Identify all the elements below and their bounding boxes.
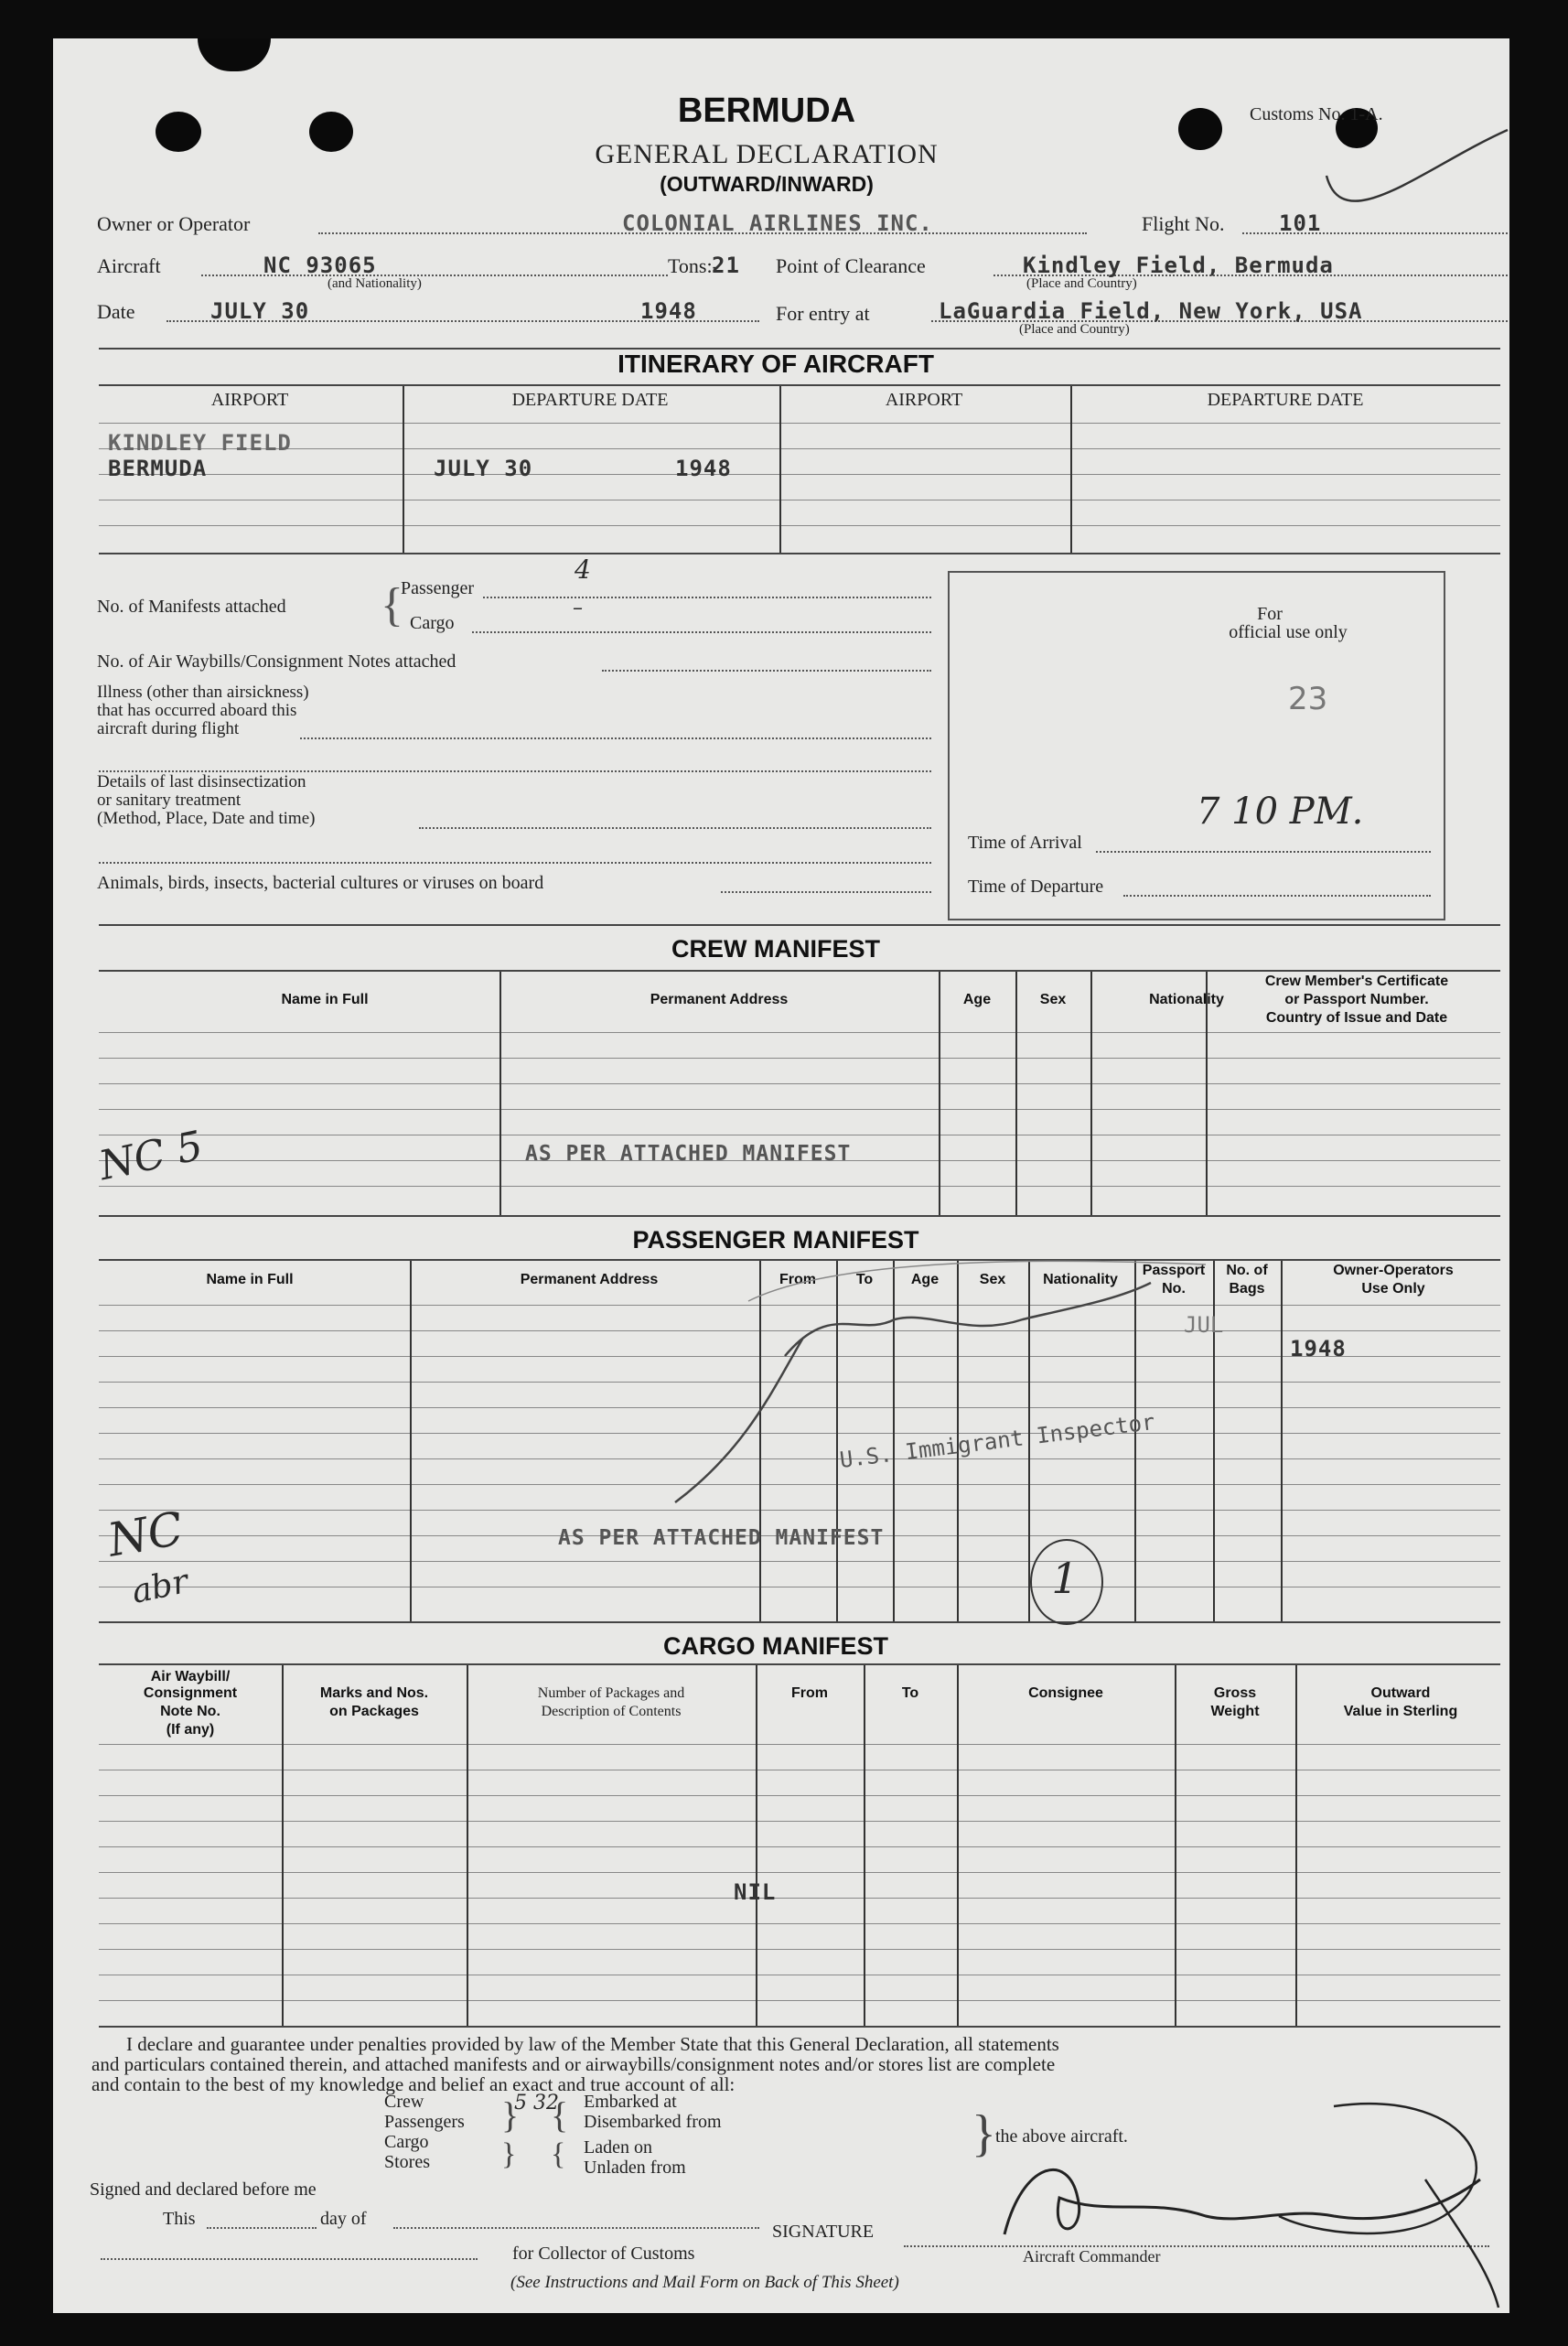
itinerary-airport-line1: KINDLEY FIELD [108,430,292,456]
decl-hand-count: 5 32 [514,2092,559,2115]
brace: { [381,579,403,631]
clearance-note: (Place and Country) [1026,276,1137,291]
signature-flourish [1279,2104,1498,2308]
animals-label: Animals, birds, insects, bacterial cultures or viruses on board [97,873,544,893]
itinerary-header-departure-1: DEPARTURE DATE [511,390,669,410]
owner-label: Owner or Operator [97,212,251,235]
passenger-note: AS PER ATTACHED MANIFEST [558,1526,885,1550]
official-label-1: For [1257,604,1283,624]
passenger-header-from: From [779,1272,816,1287]
disinsect-label-2: or sanitary treatment [97,791,242,810]
passenger-count-value: 4 [575,554,591,585]
official-stamp-number: 23 [1288,681,1328,717]
circled-count-value: 1 [1051,1554,1079,1603]
cargo-header-marks-1: Marks and Nos. [319,1685,429,1701]
day-of-label: day of [320,2209,367,2229]
cargo-header-value-1: Outward [1370,1685,1431,1701]
manifests-label: No. of Manifests attached [97,597,286,617]
immigration-stamp-month: JUL [1184,1312,1224,1338]
date-label: Date [97,300,135,323]
waybills-label: No. of Air Waybills/Consignment Notes attached [97,651,456,672]
illness-label-3: aircraft during flight [97,719,240,738]
form-subtitle: (OUTWARD/INWARD) [660,172,874,196]
itinerary-header-airport-1: AIRPORT [210,390,289,410]
immigration-stamp-year: 1948 [1290,1336,1347,1361]
flight-label: Flight No. [1142,212,1225,235]
tons-label: Tons:- [668,254,719,277]
cargo-count-label: Cargo [410,613,455,633]
signature-label: SIGNATURE [772,2222,875,2242]
crew-header-name: Name in Full [281,992,369,1007]
passenger-hand-note-1: NC [103,1501,188,1567]
passenger-header-bags-2: Bags [1229,1281,1265,1297]
illness-label-2: that has occurred aboard this [97,701,297,720]
crew-title: CREW MANIFEST [671,935,880,963]
cargo-header-weight-1: Gross [1213,1685,1257,1701]
itinerary-header-departure-2: DEPARTURE DATE [1207,390,1364,410]
cargo-header-to: To [901,1685,919,1701]
entry-label: For entry at [776,302,870,325]
arrival-value: 7 10 PM. [1197,791,1364,833]
this-label: This [163,2209,196,2229]
passenger-header-passport-1: Passport [1142,1263,1206,1278]
illness-label-1: Illness (other than airsickness) [97,683,309,702]
declaration-line-1: I declare and guarantee under penalties provided by law of the Member State that this General Declaration, all statements [126,2033,1059,2055]
passenger-header-nationality: Nationality [1043,1272,1118,1287]
decl-laden: Laden on [584,2137,652,2158]
commander-signature [1004,2169,1480,2234]
declaration-line-2: and particulars contained therein, and attached manifests and or airwaybills/consignment notes and/or stores list are complete [91,2053,1056,2075]
aircraft-note: (and Nationality) [328,276,422,291]
cargo-header-weight-2: Weight [1210,1704,1260,1719]
aircraft-value: NC 93065 [263,253,377,278]
passenger-header-name: Name in Full [206,1272,294,1287]
cargo-header-marks-2: on Packages [329,1704,419,1719]
owner-value: COLONIAL AIRLINES INC. [622,210,933,236]
cargo-header-packages-1: Number of Packages and [537,1685,685,1701]
crew-header-address: Permanent Address [650,992,789,1007]
cargo-header-packages-2: Description of Contents [541,1704,682,1719]
decl-crew: Crew [384,2092,424,2112]
crew-note: AS PER ATTACHED MANIFEST [525,1142,852,1166]
crew-header-nationality: Nationality [1149,992,1224,1007]
aircraft-label: Aircraft [97,254,161,277]
crew-header-cert-2: or Passport Number. [1284,992,1429,1007]
departure-label: Time of Departure [968,877,1104,897]
itinerary-airport-line2: BERMUDA [108,456,208,481]
cargo-title: CARGO MANIFEST [663,1632,888,1660]
official-label-2: official use only [1229,622,1348,642]
entry-value: LaGuardia Field, New York, USA [939,298,1363,324]
passenger-count-label: Passenger [401,578,474,598]
decl-disembarked: Disembarked from [584,2112,722,2132]
passenger-header-age: Age [910,1272,940,1287]
cargo-header-value-2: Value in Sterling [1343,1704,1458,1719]
crew-header-sex: Sex [1039,992,1067,1007]
year-value: 1948 [640,298,697,324]
decl-unladen: Unladen from [584,2158,686,2178]
crew-header-cert-3: Country of Issue and Date [1265,1010,1448,1026]
declaration-line-3: and contain to the best of my knowledge and belief an exact and true account of all: [91,2073,736,2095]
disinsect-label-3: (Method, Place, Date and time) [97,809,316,828]
collector-label: for Collector of Customs [512,2244,695,2264]
passenger-header-sex: Sex [979,1272,1006,1287]
arrival-label: Time of Arrival [968,833,1082,853]
signed-before: Signed and declared before me [90,2179,317,2200]
cargo-header-from: From [791,1685,828,1701]
clearance-label: Point of Clearance [776,254,926,277]
form-code: Customs No. 1-A. [1250,104,1383,124]
margin-check-mark [1326,130,1508,201]
commander-label: Aircraft Commander [1023,2247,1161,2265]
passenger-header-address: Permanent Address [520,1272,659,1287]
flight-value: 101 [1279,210,1322,236]
itinerary-departure-date: JULY 30 [434,456,533,481]
handwriting-strokes [53,38,1509,2313]
passenger-header-bags-1: No. of [1226,1263,1268,1278]
decl-embarked: Embarked at [584,2092,677,2112]
itinerary-departure-year: 1948 [675,456,732,481]
decl-cargo: Cargo [384,2132,429,2152]
decl-passengers: Passengers [384,2112,465,2132]
entry-note: (Place and Country) [1019,322,1130,337]
inspector-signature [675,1283,1151,1502]
clearance-value: Kindley Field, Bermuda [1023,253,1334,278]
tons-value: 21 [712,253,740,278]
footer-instructions: (See Instructions and Mail Form on Back of This Sheet) [510,2273,899,2292]
country-title: BERMUDA [677,91,856,130]
passenger-title: PASSENGER MANIFEST [632,1226,919,1254]
crew-header-cert-1: Crew Member's Certificate [1264,974,1449,989]
itinerary-title: ITINERARY OF AIRCRAFT [618,350,934,378]
date-value: JULY 30 [210,298,310,324]
cargo-header-waybill-1: Air Waybill/ [150,1669,231,1684]
passenger-header-to: To [855,1272,874,1287]
disinsect-label-1: Details of last disinsectization [97,772,306,791]
immigration-stamp-frame [748,1261,1206,1301]
decl-above-aircraft: the above aircraft. [995,2126,1128,2147]
cargo-count-value: – [573,597,583,619]
form-title: GENERAL DECLARATION [595,139,939,169]
crew-header-age: Age [962,992,992,1007]
passenger-hand-note-2: abr [128,1563,192,1611]
declaration-form: BERMUDA GENERAL DECLARATION (OUTWARD/INWARD) Customs No. 1-A. Owner or Operator COLONIAL AIRLINES INC. Flight No. 101 Aircraft NC 93065 (and Nationality) Tons:- 21 Point of Clearance Kindley Field, Bermuda (Place and Country) Date JULY 30 1948 For entry at LaGuardia Field, New York, USA (Place and Country) ITINERARY OF AIRCRAFT AIRPORT DEPARTURE DATE AIRPORT DEPARTURE DATE KINDLEY FIELD BERMUDA JULY 30 1948 No. of Manifests attached { Passenger 4 Cargo – No. of Air Waybills/Consignment Notes attached Illness (other than airsickness) that has occurred aboard this aircraft during flight Details of last disinsectization or sanitary treatment (Method, Place, Date and time) Animals, birds, insects, bacterial cultures or viruses on board For official use only 23 Time of Arrival 7 10 PM. Time of Departure CREW MANIFEST Name in Full Permanent Address Age Sex Nationality Crew Member's Certificate or Passport Number. Country of Issue and Date AS PER ATTACHED MANIFEST NC 5 PASSENGER MANIFEST Name in Full Permanent Address From To Age Sex Nationality Passport No. No. of Bags Owner-Operators Use Only AS PER ATTACHED MANIFEST JUL 1948 U.S. Immigrant Inspector NC abr 1 CARGO MANIFEST Air Waybill/ Consignment Note No. (If any) Marks and Nos. on Packages Number of Packages and Description of Contents From To Consignee Gross Weight Outward Value in Sterling NIL I declare and guarantee under penalties provided by law of the Member State that this General Declaration, all statements and particulars contained therein, and attached manifests and or airwaybills/consignment notes and/or stores list are complete and contain to the best of my knowledge and belief an exact and true account of all: Crew Passengers Cargo Stores 5 32 } } { { Embarked at Disembarked from Laden on Unladen from } the above aircraft. Signed and declared before me This day of for Collector of Customs SIGNATURE Aircraft Commander (See Instructions and Mail Form on Back of This Sheet) [53,38,1509,2313]
cargo-header-waybill-3: Note No. [160,1704,220,1719]
decl-stores: Stores [384,2152,430,2172]
cargo-header-consignee: Consignee [1028,1685,1103,1701]
passenger-header-owner-1: Owner-Operators [1333,1263,1454,1278]
passenger-header-owner-2: Use Only [1361,1281,1425,1297]
itinerary-header-airport-2: AIRPORT [885,390,963,410]
cargo-note: NIL [734,1879,777,1905]
cargo-header-waybill-2: Consignment [143,1685,238,1701]
immigration-stamp-title: U.S. Immigrant Inspector [838,1408,1156,1473]
passenger-header-passport-2: No. [1162,1281,1186,1297]
crew-hand-note: NC 5 [94,1122,208,1190]
cargo-header-waybill-4: (If any) [166,1722,215,1738]
